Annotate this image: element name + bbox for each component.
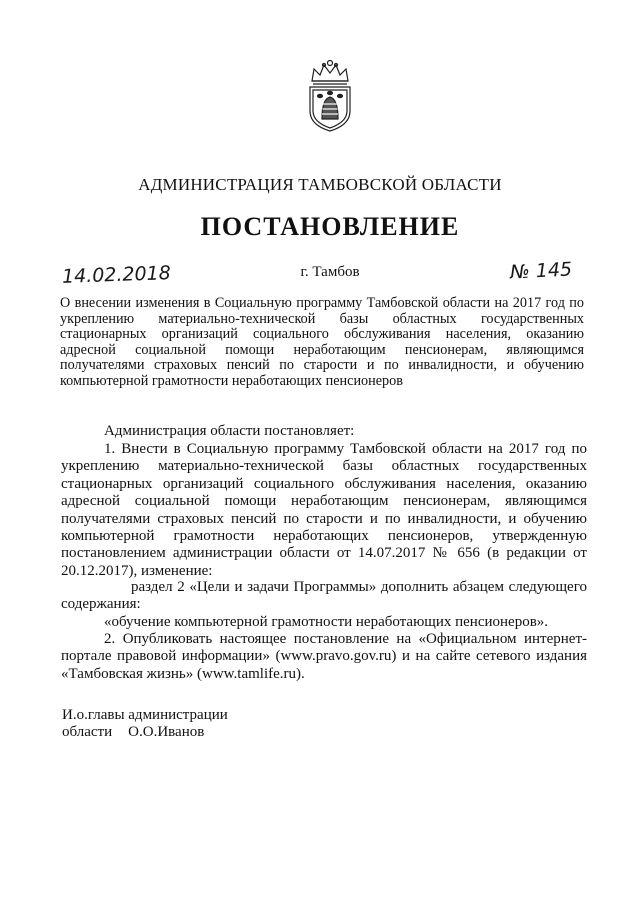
- document-number: № 145: [509, 258, 573, 284]
- document-date: 14.02.2018: [61, 262, 172, 288]
- signatory-name: О.О.Иванов: [128, 724, 205, 740]
- signatory-line: [62, 724, 228, 741]
- item-2-paragraph: 2. Опубликовать настоящее постановление на «Официальном интернет-портале правовой информации» (www.pravo.gov.ru) и на сайте сетевого издания «Тамбовская жизнь» (www.tamlife.ru).: [61, 631, 587, 682]
- signature-block: [62, 707, 228, 741]
- item-1-paragraph: 1. Внести в Социальную программу Тамбовской области на 2017 год по укреплению материально-технической базы областных государственных стационарных организаций социального обслуживания населения, оказанию адресной социальной помощи неработающим пенсионерам, являющимся получателями страховых пенсий по старости и по инвалидности, и обучению компьютерной грамотности неработающих пенсионеров, утвержденную постановлением администрации области от 14.07.2017 № 656 (в редакции от 20.12.2017), изменение:: [61, 441, 587, 579]
- document-type-title: ПОСТАНОВЛЕНИЕ: [200, 212, 460, 241]
- coat-of-arms-icon: [300, 57, 360, 133]
- document-subject: О внесении изменения в Социальную программу Тамбовской области на 2017 год по укреплению материально-технической базы областных государственных стационарных организаций социального обслуживания населения, оказанию адресной социальной помощи неработающим пенсионерам, являющимся получателями страховых пенсий по старости и по инвалидности, и обучению компьютерной грамотности неработающих пенсионеров: [60, 295, 584, 389]
- document-city: г. Тамбов: [300, 264, 360, 280]
- signatory-region: области: [62, 724, 113, 740]
- signatory-title: И.о.главы администрации: [62, 707, 228, 723]
- intro-paragraph: Администрация области постановляет:: [104, 423, 355, 439]
- quote-paragraph: «обучение компьютерной грамотности неработающих пенсионеров».: [104, 614, 549, 630]
- section-paragraph: раздел 2 «Цели и задачи Программы» дополнить абзацем следующего содержания:: [61, 579, 587, 613]
- organization-title: АДМИНИСТРАЦИЯ ТАМБОВСКОЙ ОБЛАСТИ: [138, 175, 502, 194]
